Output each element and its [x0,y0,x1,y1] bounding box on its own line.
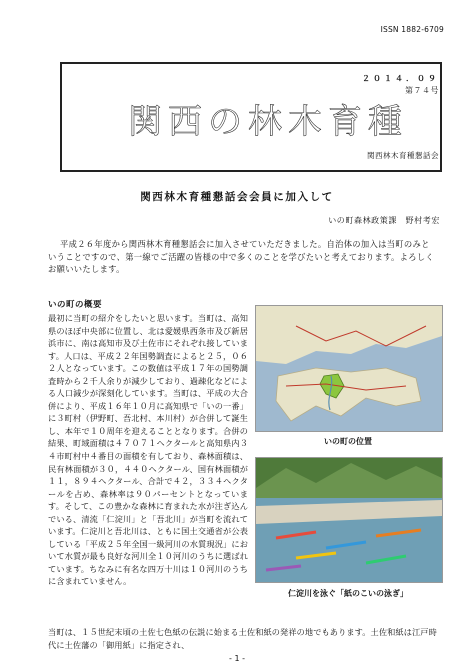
photo-caption: 仁淀川を泳ぐ「紙のこいの泳ぎ」 [288,589,408,598]
page-number: - 1 - [229,654,245,663]
issue-date: ２０１４．０９ [362,74,439,83]
article-body-continued: 当町は、１５世紀末頃の土佐七色紙の伝説に始まる土佐和紙の発祥の地でもあります。土佐和紙は江戸時代に土佐藩の「御用紙」に指定され、 [48,627,437,650]
newsletter-title: 関西の林木育種 [128,102,408,142]
article-headline: 関西林木育種懇話会会員に加入して [140,191,334,203]
issue-number: 第７４号 [405,86,439,95]
map-caption: いの町の位置 [324,437,372,446]
issn-number: ISSN 1882-6709 [380,25,444,34]
section-heading: いの町の概要 [48,300,103,310]
map-illustration [256,306,442,431]
society-name: 関西林木育種懇話会 [367,151,439,160]
photo-illustration [256,458,442,582]
article-author: いの町森林政策課 野村考宏 [328,216,440,225]
river-photo-image [255,457,443,583]
location-map-image [255,305,443,432]
article-intro: 平成２６年度から関西林木育種懇話会に加入させていただきました。自治体の加入は当町のみということですので、第一線でご活躍の皆様の中で多くのことを学びたいと考えております。よろしくお願いいたします。 [48,239,435,274]
article-body: 最初に当町の紹介をしたいと思います。当町は、高知県のほぼ中央部に位置し、北は愛媛県西条市及び新居浜市に、南は高知市及び土佐市にそれぞれ接しています。人口は、平成２２年国勢調査によると２５，０６２人となっています。この数値は平成１７年の国勢調査時から２千人余りが減少しており、過疎化などによる人口減少が深刻化しています。当町は、平成の大合併により、平成１６年１０月に高知県で「いの一番」に３町村（伊野町、吾北村、本川村）が合併して誕生し、本年で１０周年を迎えることとなります。合併の結果、町域面積は４７０７１ヘクタールと高知県内３４市町村中４番目の面積を有しており、森林面積は、民有林面積が３０，４４０ヘクタール、国有林面積が１１，８９４ヘクタール、合計で４２，３３４ヘクタールを占め、森林率は９０パーセントとなっています。そして、この豊かな森林に育まれた水が注ぎ込んでいる、清流「仁淀川」と「吾北川」が当町を流れています。仁淀川と吾北川は、ともに国土交通省が公表している「平成２５年全国一級河川の水質現況」において水質が最も良好な河川全１０河川のうちに選ばれています。ちなみに有名な四万十川は１０河川のうちに含まれていません。 [48,313,248,587]
